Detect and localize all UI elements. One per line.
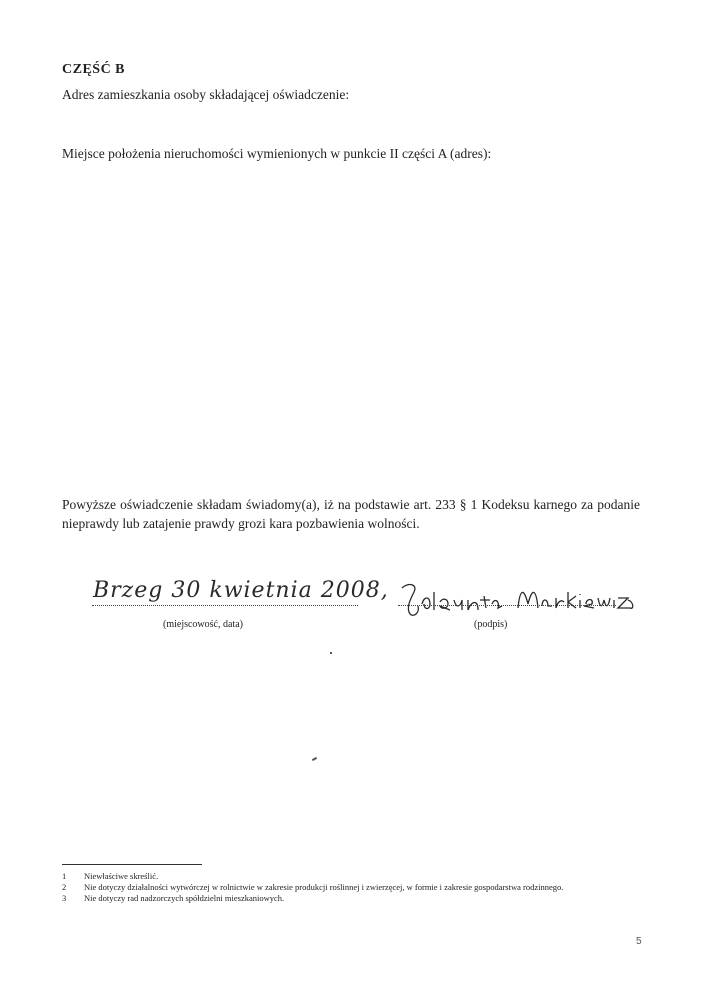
place-date-line [92,605,358,606]
footnote-text: Nie dotyczy rad nadzorczych spółdzielni mieszkaniowych. [84,893,285,903]
footnote-rule [62,864,202,865]
page-number: 5 [636,936,642,947]
handwritten-place-date: Brzeg 30 kwietnia 2008, [93,578,389,603]
handwritten-signature [396,578,636,626]
footnote-3 [62,893,284,903]
footnote-number: 2 [62,882,67,892]
footnote-text: Nie dotyczy działalności wytwórczej w rolnictwie w zakresie produkcji roślinnej i zwierzęcej, w formie i zakresie gospodarstwa rodzinnego. [84,882,564,892]
footnote-2 [62,882,563,892]
scan-speck [312,757,317,761]
scan-speck [330,652,332,654]
property-location-label: Miejsce położenia nieruchomości wymienionych w punkcie II części A (adres): [62,146,492,161]
footnote-text: Niewłaściwe skreślić. [84,871,159,881]
footnote-number: 1 [62,871,67,881]
place-date-caption: (miejscowość, data) [163,619,243,630]
signature-line [398,605,616,606]
address-label: Adres zamieszkania osoby składającej oświadczenie: [62,87,350,102]
signature-caption: (podpis) [474,619,508,630]
declaration-text: Powyższe oświadczenie składam świadomy(a), iż na podstawie art. 233 § 1 Kodeksu karnego za podanie nieprawdy lub zatajenie prawdy grozi kara pozbawienia wolności. [62,497,640,531]
footnote-1 [62,871,158,881]
section-title: CZĘŚĆ B [62,62,126,77]
footnote-number: 3 [62,893,67,903]
signature-scribble [396,578,636,626]
